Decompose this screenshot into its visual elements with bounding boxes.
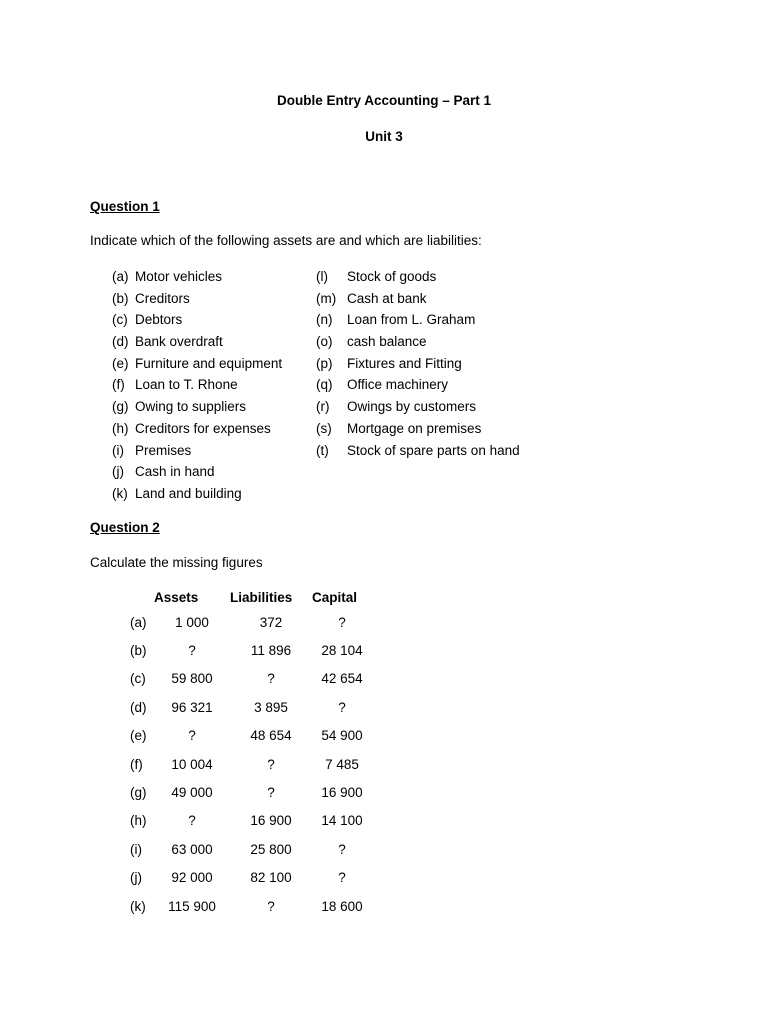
assets-cell: ? [188,813,196,829]
liabilities-cell: ? [267,898,275,914]
item-text: Owing to suppliers [135,399,247,415]
liabilities-cell: 11 896 [250,643,292,659]
assets-cell: 49 000 [171,785,213,801]
assets-cell: 1 000 [175,614,209,630]
capital-cell: ? [338,870,346,886]
row-label: (d) [130,699,147,715]
item-text: Creditors for expenses [135,420,271,436]
row-label-header [130,586,154,608]
capital-cell: ? [338,699,346,715]
item-text: Loan from L. Graham [347,312,476,328]
item-text: Cash at bank [347,290,427,306]
capital-cell: 28 104 [321,643,363,659]
capital-cell: ? [338,614,346,630]
item-text: Stock of goods [347,269,437,284]
item-text: Stock of spare parts on hand [347,442,520,458]
table-header-row [130,586,372,608]
table-row [130,892,372,920]
item-label: (h) [112,420,129,436]
assets-cell: ? [188,728,196,744]
table-row [130,864,372,892]
row-label: (h) [130,813,147,829]
assets-cell: 96 321 [171,699,213,715]
row-label: (k) [130,898,146,914]
item-label: (i) [112,442,124,458]
item-label: (p) [316,355,333,371]
item-text: Premises [135,442,192,458]
item-label: (b) [112,290,129,306]
liabilities-cell: 16 900 [250,813,292,829]
capital-cell: 14 100 [321,813,363,829]
question-1-instruction: Indicate which of the following assets are and which are liabilities: [90,233,482,248]
item-text: Mortgage on premises [347,420,482,436]
item-label: (a) [112,269,129,284]
capital-cell: 16 900 [321,785,363,801]
item-label: (q) [316,377,333,393]
assets-column-header: Assets [154,589,199,605]
assets-cell: 115 900 [168,898,216,914]
assets-cell: 92 000 [171,870,213,886]
liabilities-cell: 25 800 [250,841,292,857]
row-label: (e) [130,728,147,744]
item-text: Fixtures and Fitting [347,355,462,371]
item-text: Land and building [135,485,242,501]
table-row [130,722,372,750]
table-row [130,835,372,863]
item-text: Owings by customers [347,399,477,415]
row-label: (c) [130,671,146,687]
assets-cell: 10 004 [171,756,213,772]
item-label: (c) [112,312,128,328]
table-row [130,807,372,835]
assets-cell: 63 000 [171,841,213,857]
item-label: (k) [112,485,128,501]
missing-figures-table [130,586,372,920]
item-text: cash balance [347,334,427,350]
liabilities-cell: 48 654 [250,728,292,744]
capital-cell: ? [338,841,346,857]
table-row [130,608,372,636]
liabilities-cell: ? [267,756,275,772]
question-2-heading: Question 2 [90,520,160,535]
liabilities-cell: 82 100 [250,870,292,886]
item-label: (n) [316,312,333,328]
table-row [130,778,372,806]
item-label: (l) [316,269,328,284]
capital-cell: 42 654 [321,671,363,687]
item-label: (g) [112,399,129,415]
row-label: (j) [130,870,142,886]
item-text: Loan to T. Rhone [135,377,238,393]
liabilities-cell: 372 [259,614,283,630]
document-title: Double Entry Accounting – Part 1 [276,93,492,108]
item-label: (m) [316,290,337,306]
capital-cell: 18 600 [321,898,363,914]
item-text: Debtors [135,312,183,328]
table-row [130,636,372,664]
capital-cell: 7 485 [325,756,359,772]
item-label: (s) [316,420,332,436]
item-text: Office machinery [347,377,449,393]
question-1-heading: Question 1 [90,199,160,214]
row-label: (g) [130,785,147,801]
assets-cell: 59 800 [171,671,213,687]
table-row [130,750,372,778]
capital-column-header: Capital [312,589,358,605]
item-label: (e) [112,355,129,371]
table-row [130,693,372,721]
capital-cell: 54 900 [321,728,363,744]
liabilities-cell: ? [267,785,275,801]
item-label: (r) [316,399,330,415]
item-text: Cash in hand [135,464,215,480]
item-label: (t) [316,442,329,458]
row-label: (b) [130,643,147,659]
item-label: (o) [316,334,333,350]
item-text: Bank overdraft [135,334,223,350]
item-label: (j) [112,464,124,480]
row-label: (i) [130,841,142,857]
item-label: (d) [112,334,129,350]
unit-heading: Unit 3 [365,129,403,144]
assets-cell: ? [188,643,196,659]
question-2-instruction: Calculate the missing figures [90,555,263,570]
item-text: Furniture and equipment [135,355,283,371]
row-label: (f) [130,756,143,772]
table-row [130,665,372,693]
item-text: Creditors [135,290,190,306]
liabilities-cell: 3 895 [254,699,288,715]
liabilities-column-header: Liabilities [230,589,293,605]
item-text: Motor vehicles [135,269,223,284]
row-label: (a) [130,614,147,630]
liabilities-cell: ? [267,671,275,687]
item-label: (f) [112,377,125,393]
